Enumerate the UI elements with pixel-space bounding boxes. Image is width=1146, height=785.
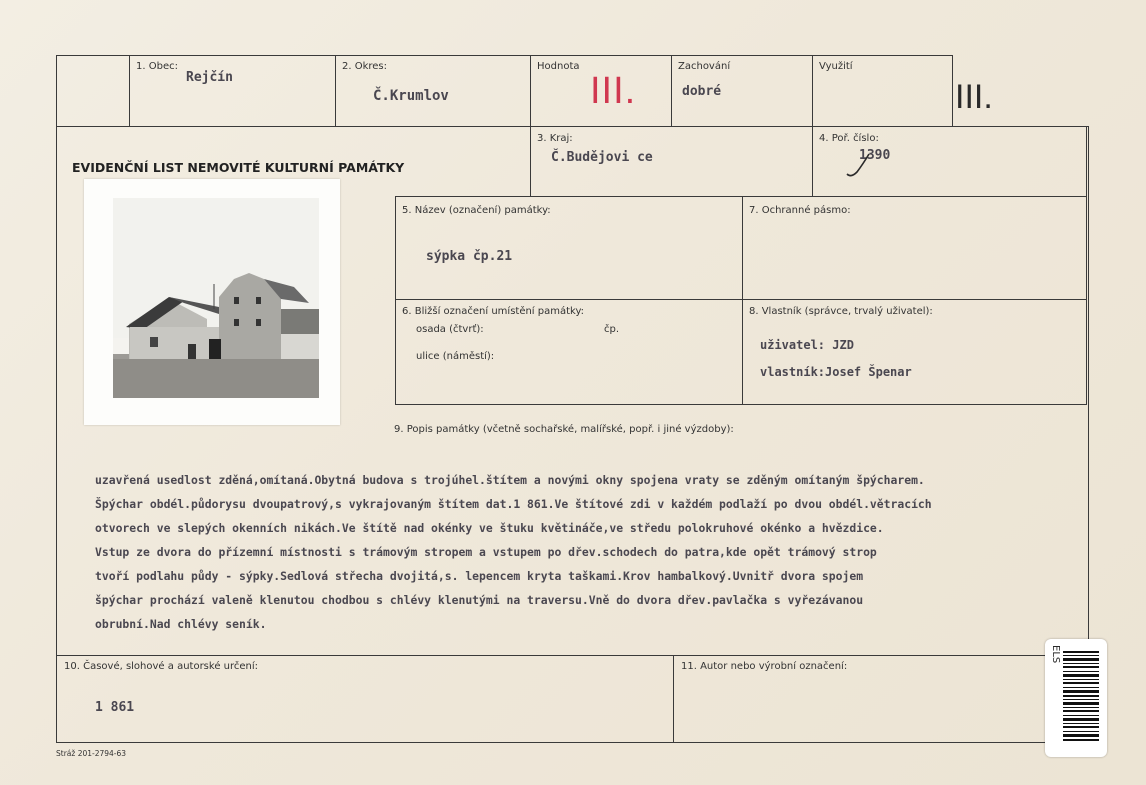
kraj-value: Č.Budějovi ce	[551, 150, 653, 165]
sticker-label: ELS	[1050, 645, 1061, 664]
vlastnik-label: 8. Vlastník (správce, trvalý uživatel):	[749, 306, 933, 317]
vyuziti-value: III.	[955, 78, 993, 116]
popis-line: tvoří podlahu půdy - sýpky.Sedlová střecha dvojitá,s. lepencem kryta taškami.Krov hambalkový.Uvnitř dvora spojem	[95, 569, 864, 583]
kraj-label: 3. Kraj:	[537, 133, 573, 144]
form-title: EVIDENČNÍ LIST NEMOVITÉ KULTURNÍ PAMÁTKY	[72, 160, 405, 175]
corner-cell	[56, 55, 130, 127]
barcode-sticker	[1045, 639, 1107, 757]
obec-value: Rejčín	[186, 70, 233, 85]
vlastnik-uzivatel: uživatel: JZD	[760, 338, 854, 352]
handwritten-check-mark	[843, 150, 873, 180]
zachovani-label: Zachování	[678, 61, 731, 72]
popis-text	[95, 468, 1075, 636]
hodnota-value: III.	[590, 70, 637, 112]
cp-label: čp.	[604, 324, 620, 335]
vlastnik-vlastnik: vlastník:Josef Špenar	[760, 365, 912, 379]
casove-label: 10. Časové, slohové a autorské určení:	[64, 661, 259, 672]
monument-photo	[84, 179, 340, 425]
popis-line: uzavřená usedlost zděná,omítaná.Obytná budova s trojúhel.štítem a novými okny spojena vraty se zděným omítaným špýcharem.	[95, 473, 925, 487]
por-cislo-value: 1390	[859, 148, 891, 163]
autor-label: 11. Autor nebo výrobní označení:	[681, 661, 848, 672]
popis-line: Špýchar obdél.půdorysu dvoupatrový,s vykrajovaným štítem dat.1 861.Ve štítové zdi v každém podlaží po dvou obdél.větracích	[95, 497, 932, 511]
popis-line: špýchar prochází valeně klenutou chodbou s chlévy klenutými na traversu.Vně do dvora dřev.pavlačka s vyřezávanou	[95, 593, 864, 607]
popis-line: obrubní.Nad chlévy seník.	[95, 617, 267, 631]
granary-building-image	[84, 179, 340, 425]
obec-label: 1. Obec:	[136, 61, 178, 72]
print-footer: Stráž 201-2794-63	[56, 749, 127, 758]
nazev-value: sýpka čp.21	[426, 249, 513, 264]
por-cislo-label: 4. Poř. číslo:	[819, 133, 879, 144]
casove-value: 1 861	[95, 700, 135, 715]
okres-label: 2. Okres:	[342, 61, 388, 72]
ulice-label: ulice (náměstí):	[416, 351, 495, 362]
osada-label: osada (čtvrť):	[416, 324, 484, 335]
hodnota-label: Hodnota	[537, 61, 580, 72]
vyuziti-label: Využití	[819, 61, 853, 72]
popis-line: Vstup ze dvora do přízemní místnosti s trámovým stropem a vstupem po dřev.schodech do patra,kde opět trámový strop	[95, 545, 877, 559]
popis-line: otvorech ve slepých okenních nikách.Ve štítě nad okénky ve štuku květináče,ve středu polokruhové okénko a hvězdice.	[95, 521, 884, 535]
umisteni-label: 6. Bližší označení umístění památky:	[402, 306, 585, 317]
ochranne-pasmo-label: 7. Ochranné pásmo:	[749, 205, 851, 216]
barcode-icon	[1063, 649, 1103, 745]
okres-value: Č.Krumlov	[373, 88, 449, 104]
zachovani-value: dobré	[682, 84, 722, 99]
nazev-label: 5. Název (označení) památky:	[402, 205, 551, 216]
popis-label: 9. Popis památky (včetně sochařské, malířské, popř. i jiné výzdoby):	[394, 424, 734, 435]
